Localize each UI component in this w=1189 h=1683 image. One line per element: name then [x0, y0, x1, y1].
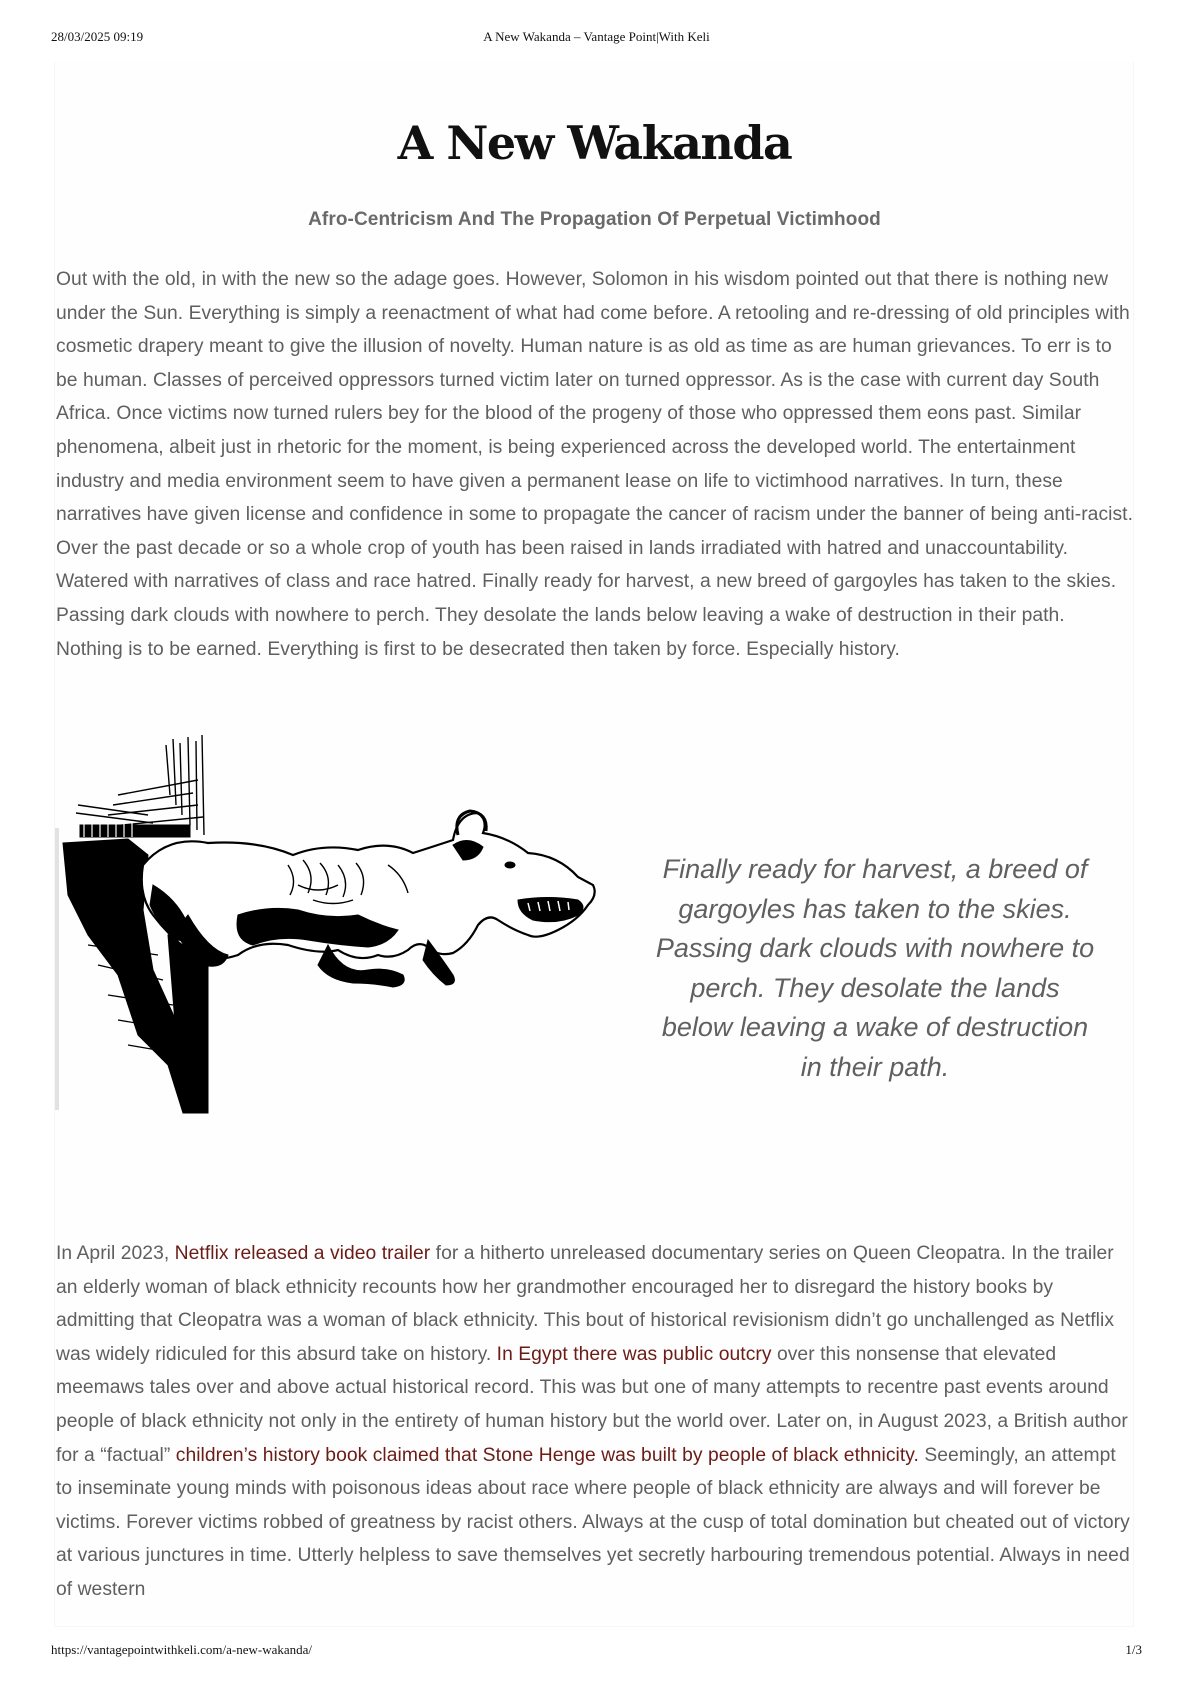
paragraph-text: over this nonsense that elevated meemaws tales over and above actual historical record. This was but one of many attempts to recentre past events around people of black ethnicity not only in the entirety of human history but the world over. Later on, in August 2023, a British author for a “factual”	[56, 1343, 1128, 1466]
print-footer	[0, 1642, 1189, 1660]
netflix-trailer-link[interactable]: Netflix released a video trailer	[174, 1243, 431, 1264]
print-url: https://vantagepointwithkeli.com/a-new-wakanda/	[51, 1642, 313, 1657]
pull-quote: Finally ready for harvest, a breed of gargoyles has taken to the skies. Passing dark clouds with nowhere to perch. They desolate the lands below leaving a wake of destruction in their path.	[655, 854, 1095, 1082]
print-header	[0, 29, 1189, 47]
article-paragraph-1: Out with the old, in with the new so the adage goes. However, Solomon in his wisdom pointed out that there is nothing new under the Sun. Everything is simply a reenactment of what had come before. A retooling and re-dressing of old principles with cosmetic drapery meant to give the illusion of novelty. Human nature is as old as time as are human grievances. To err is to be human. Classes of perceived oppressors turned victim later on turned oppressor. As is the case with current day South Africa. Once victims now turned rulers bey for the blood of the progeny of those who oppressed them eons past. Similar phenomena, albeit just in rhetoric for the moment, is being experienced across the developed world. The entertainment industry and media environment seem to have given a permanent lease on life to victimhood narratives. In turn, these narratives have given license and confidence in some to propagate the cancer of racism under the banner of being anti-racist. Over the past decade or so a whole crop of youth has been raised in lands irradiated with hatred and unaccountability. Watered with narratives of class and race hatred. Finally ready for harvest, a new breed of gargoyles has taken to the skies. Passing dark clouds with nowhere to perch. They desolate the lands below leaving a wake of destruction in their path. Nothing is to be earned. Everything is first to be desecrated then taken by force. Especially history.	[56, 269, 1133, 660]
gargoyle-illustration-icon	[58, 735, 638, 1115]
print-page-number: 1/3	[1125, 1642, 1142, 1657]
article-subtitle: Afro-Centricism And The Propagation Of Perpetual Victimhood	[308, 209, 881, 230]
paragraph-text: for a hitherto unreleased documentary series on Queen Cleopatra. In the trailer an elderly woman of black ethnicity recounts how her grandmother encouraged her to disregard the history books by admitting that Cleopatra was a woman of black ethnicity. This bout of historical revisionism didn’t go unchallenged as Netflix was widely ridiculed for this absurd take on history.	[56, 1243, 1115, 1365]
article-paragraph-2	[56, 1237, 1136, 1607]
article-title: A New Wakanda	[397, 116, 792, 170]
paragraph-text: In April 2023,	[56, 1243, 175, 1264]
print-datetime: 28/03/2025 09:19	[51, 29, 144, 44]
print-page-title: A New Wakanda – Vantage Point|With Keli	[483, 29, 710, 44]
stonehenge-book-link[interactable]: children’s history book claimed that Stone Henge was built by people of black ethnicity.	[175, 1444, 919, 1466]
egypt-outcry-link[interactable]: In Egypt there was public outcry	[496, 1343, 772, 1365]
paragraph-text: Seemingly, an attempt to inseminate young minds with poisonous ideas about race where people of black ethnicity are always and will forever be victims. Forever victims robbed of greatness by racist others. Always at the cusp of total domination but cheated out of victory at various junctures in time. Utterly helpless to save themselves yet secretly harbouring tremendous potential. Always in need of western	[56, 1444, 1130, 1600]
